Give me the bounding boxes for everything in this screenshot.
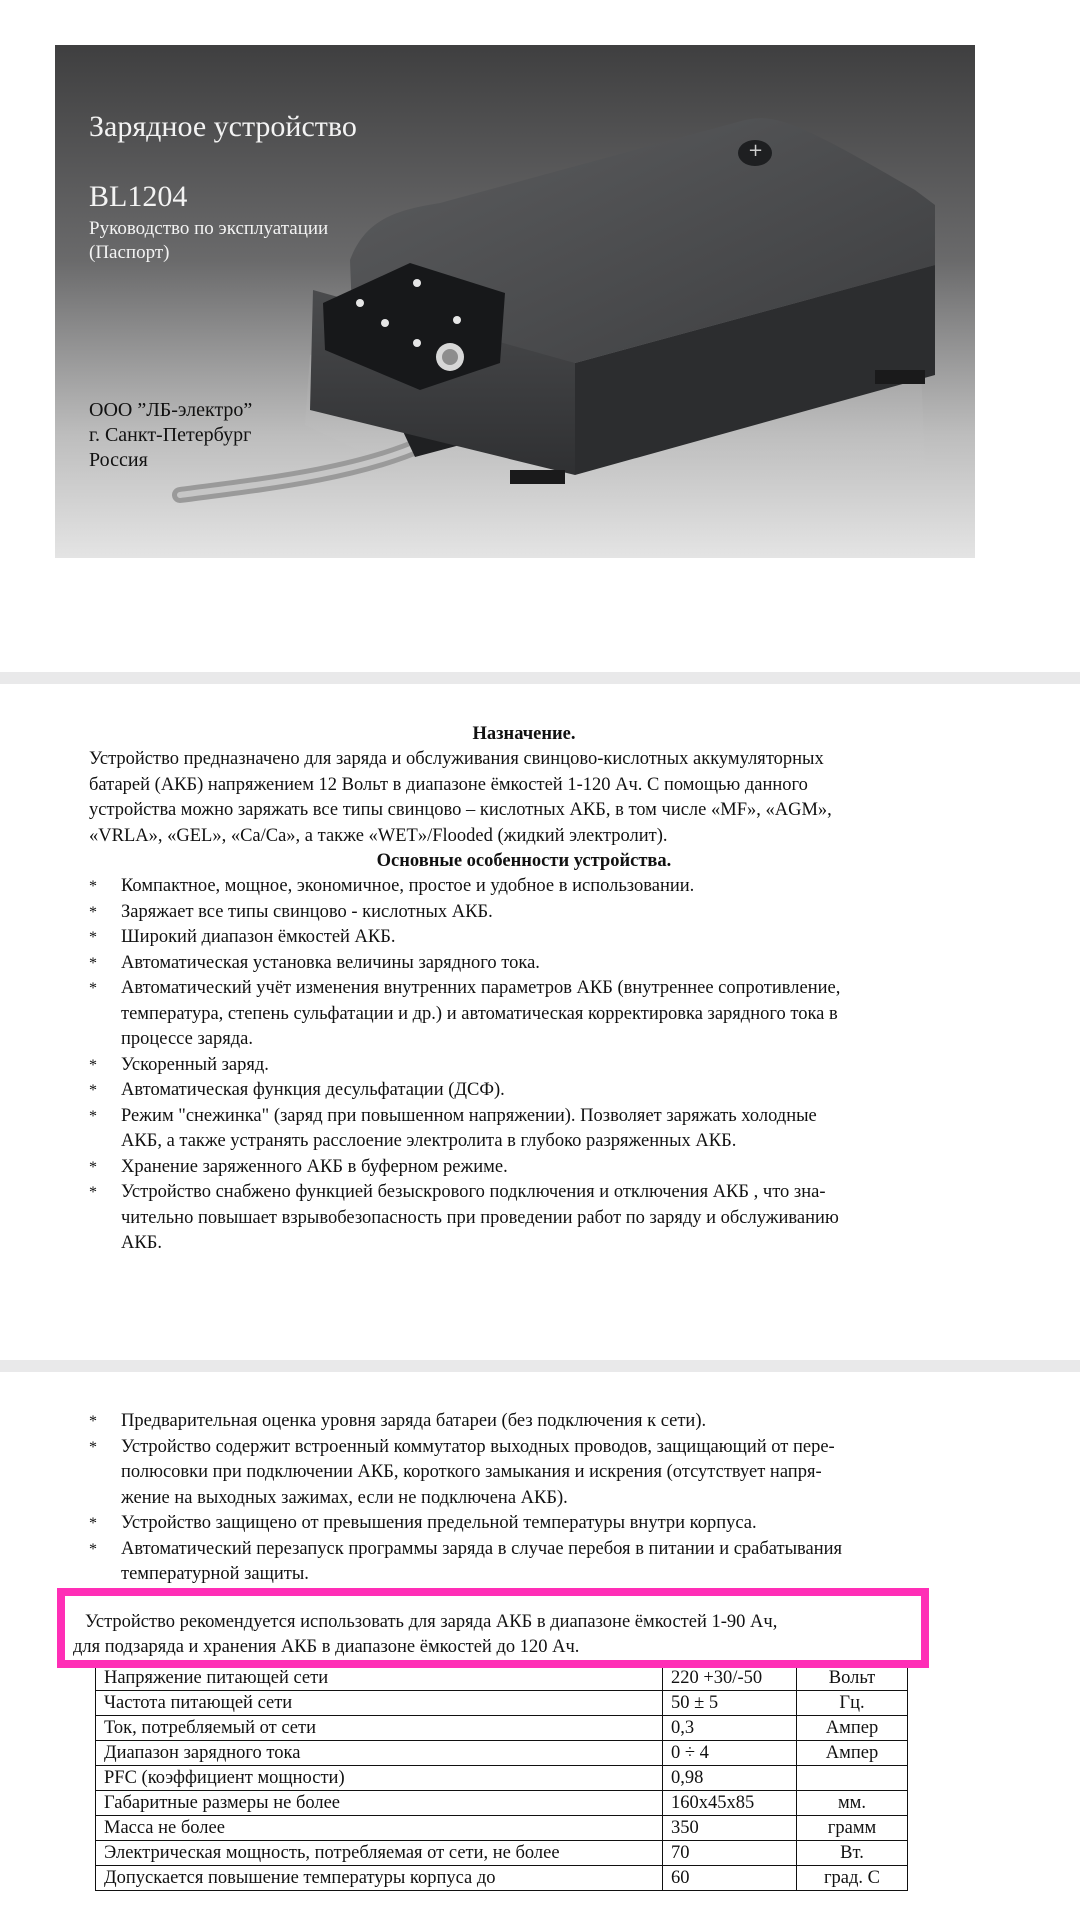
value-cell: 220 +30/-50 <box>663 1666 797 1691</box>
cover-page <box>0 0 1080 672</box>
parameter-cell: Ток, потребляемый от сети <box>96 1716 663 1741</box>
asterisk-bullet-icon: * <box>89 903 97 921</box>
feature-text-line: АКБ, а также устранять расслоение электролита в глубоко разряженных АКБ. <box>121 1131 737 1151</box>
asterisk-bullet-icon: * <box>89 1056 97 1074</box>
table-row <box>96 1866 908 1891</box>
feature-text-line: жение на выходных зажимах, если не подключена АКБ). <box>121 1487 568 1508</box>
purpose-line: батарей (АКБ) напряжением 12 Вольт в диапазоне ёмкостей 1-120 Ач. С помощью данного <box>89 774 808 795</box>
feature-item <box>89 900 989 926</box>
purpose-heading: Назначение. <box>472 724 576 744</box>
unit-cell: Вт. <box>797 1841 908 1866</box>
feature-text-line: Компактное, мощное, экономичное, простое и удобное в использовании. <box>121 876 695 896</box>
feature-text-line: Автоматический перезапуск программы заряда в случае перебоя в питании и срабатывания <box>121 1538 843 1559</box>
feature-text-line: Широкий диапазон ёмкостей АКБ. <box>121 927 396 947</box>
asterisk-bullet-icon: * <box>89 1184 97 1201</box>
country-name: Россия <box>89 449 148 471</box>
asterisk-bullet-icon: * <box>89 1540 97 1558</box>
table-row <box>96 1666 908 1691</box>
parameter-cell: Диапазон зарядного тока <box>96 1741 663 1766</box>
feature-text-line: Ускоренный заряд. <box>121 1054 269 1075</box>
feature-item <box>89 874 989 900</box>
asterisk-bullet-icon: * <box>89 929 97 946</box>
feature-text-line: Устройство содержит встроенный коммутатор выходных проводов, защищающий от пере- <box>121 1436 835 1457</box>
feature-text-line: Режим "снежинка" (заряд при повышенном напряжении). Позволяет заряжать холодные <box>121 1105 817 1126</box>
asterisk-bullet-icon: * <box>89 878 97 895</box>
asterisk-bullet-icon: * <box>89 1438 97 1456</box>
cover-model: BL1204 <box>89 180 188 213</box>
parameter-cell: Масса не более <box>96 1816 663 1841</box>
purpose-line: «VRLA», «GEL», «Ca/Ca», а также «WET»/Flooded (жидкий электролит). <box>89 825 668 846</box>
purpose-paragraph <box>89 747 989 849</box>
feature-item <box>89 1078 989 1104</box>
feature-item <box>89 1053 989 1079</box>
value-cell: 160x45x85 <box>663 1791 797 1816</box>
value-cell: 70 <box>663 1841 797 1866</box>
asterisk-bullet-icon: * <box>89 1515 97 1532</box>
feature-item <box>89 1537 989 1588</box>
cover-subtitle-line2: (Паспорт) <box>89 242 170 263</box>
table-row <box>96 1791 908 1816</box>
unit-cell: град. С <box>797 1866 908 1891</box>
features-heading: Основные особенности устройства. <box>376 851 672 871</box>
cover-title: Зарядное устройство <box>89 110 357 143</box>
feature-item <box>89 1511 989 1537</box>
value-cell: 0,3 <box>663 1716 797 1741</box>
feature-item <box>89 1409 989 1435</box>
table-row <box>96 1691 908 1716</box>
feature-text-line: Автоматический учёт изменения внутренних параметров АКБ (внутреннее сопротивление, <box>121 978 841 998</box>
parameter-cell: PFC (коэффициент мощности) <box>96 1766 663 1791</box>
cover-organization <box>89 398 252 473</box>
unit-cell: мм. <box>797 1791 908 1816</box>
parameter-cell: Габаритные размеры не более <box>96 1791 663 1816</box>
parameter-cell: Напряжение питающей сети <box>96 1666 663 1691</box>
asterisk-bullet-icon: * <box>89 1413 97 1430</box>
asterisk-bullet-icon: * <box>89 954 97 972</box>
feature-text-line: Предварительная оценка уровня заряда батареи (без подключения к сети). <box>121 1411 707 1431</box>
feature-text-line: Автоматическая установка величины зарядного тока. <box>121 952 540 973</box>
feature-text-line: температура, степень сульфатации и др.) и автоматическая корректировка зарядного тока в <box>121 1003 838 1024</box>
purpose-line: устройства можно заряжать все типы свинцово – кислотных АКБ, в том числе «MF», «AGM», <box>89 800 832 820</box>
city-name: г. Санкт-Петербург <box>89 424 252 446</box>
value-cell: 0 ÷ 4 <box>663 1741 797 1766</box>
feature-item <box>89 976 989 1053</box>
feature-item <box>89 951 989 977</box>
feature-text-line: Устройство снабжено функцией безыскрового подключения и отключения АКБ , что зна- <box>121 1182 826 1202</box>
highlight-note <box>57 1588 929 1668</box>
highlight-line2: для подзаряда и хранения АКБ в диапазоне ёмкостей до 120 Ач. <box>73 1637 580 1657</box>
feature-text-line: Хранение заряженного АКБ в буферном режиме. <box>121 1156 508 1177</box>
table-row <box>96 1716 908 1741</box>
feature-text-line: Автоматическая функция десульфатации (ДСФ). <box>121 1080 505 1100</box>
cover-subtitle-line1: Руководство по эксплуатации <box>89 218 329 239</box>
asterisk-bullet-icon: * <box>89 1107 97 1125</box>
asterisk-bullet-icon: * <box>89 1082 97 1099</box>
unit-cell: Ампер <box>797 1716 908 1741</box>
unit-cell <box>797 1766 908 1791</box>
feature-item <box>89 1435 989 1512</box>
table-row <box>96 1741 908 1766</box>
unit-cell: Вольт <box>797 1666 908 1691</box>
feature-text-line: чительно повышает взрывобезопасность при проведении работ по заряду и обслуживанию <box>121 1207 839 1228</box>
unit-cell: Гц. <box>797 1691 908 1716</box>
value-cell: 350 <box>663 1816 797 1841</box>
value-cell: 50 ± 5 <box>663 1691 797 1716</box>
feature-text-line: Устройство защищено от превышения предельной температуры внутри корпуса. <box>121 1513 757 1533</box>
feature-item <box>89 1104 989 1155</box>
feature-item <box>89 1155 989 1181</box>
technical-data-table <box>95 1665 908 1891</box>
page-gap <box>0 672 1080 684</box>
parameter-cell: Допускается повышение температуры корпуса до <box>96 1866 663 1891</box>
page-2 <box>0 684 1080 1360</box>
company-name: ООО ”ЛБ-электро” <box>89 399 253 421</box>
features-list <box>89 874 989 1257</box>
asterisk-bullet-icon: * <box>89 980 97 997</box>
feature-text-line: АКБ. <box>121 1233 162 1253</box>
feature-item <box>89 1180 989 1257</box>
highlight-line1: Устройство рекомендуется использовать для заряда АКБ в диапазоне ёмкостей 1-90 Ач, <box>85 1612 778 1632</box>
unit-cell: Ампер <box>797 1741 908 1766</box>
unit-cell: грамм <box>797 1816 908 1841</box>
parameter-cell: Электрическая мощность, потребляемая от сети, не более <box>96 1841 663 1866</box>
cover-image <box>55 45 975 558</box>
cover-subtitle <box>89 217 328 265</box>
value-cell: 0,98 <box>663 1766 797 1791</box>
parameter-cell: Частота питающей сети <box>96 1691 663 1716</box>
feature-item <box>89 925 989 951</box>
table-row <box>96 1816 908 1841</box>
table-row <box>96 1766 908 1791</box>
table-row <box>96 1841 908 1866</box>
purpose-line: Устройство предназначено для заряда и обслуживания свинцово-кислотных аккумуляторных <box>89 749 824 769</box>
feature-text-line: Заряжает все типы свинцово - кислотных АКБ. <box>121 901 493 922</box>
value-cell: 60 <box>663 1866 797 1891</box>
features-list-continued <box>89 1409 989 1588</box>
feature-text-line: температурной защиты. <box>121 1564 309 1584</box>
plus-icon: + <box>748 140 764 161</box>
feature-text-line: полюсовки при подключении АКБ, короткого замыкания и искрения (отсутствует напря- <box>121 1462 822 1482</box>
page-gap <box>0 1360 1080 1372</box>
asterisk-bullet-icon: * <box>89 1158 97 1176</box>
feature-text-line: процессе заряда. <box>121 1029 253 1049</box>
